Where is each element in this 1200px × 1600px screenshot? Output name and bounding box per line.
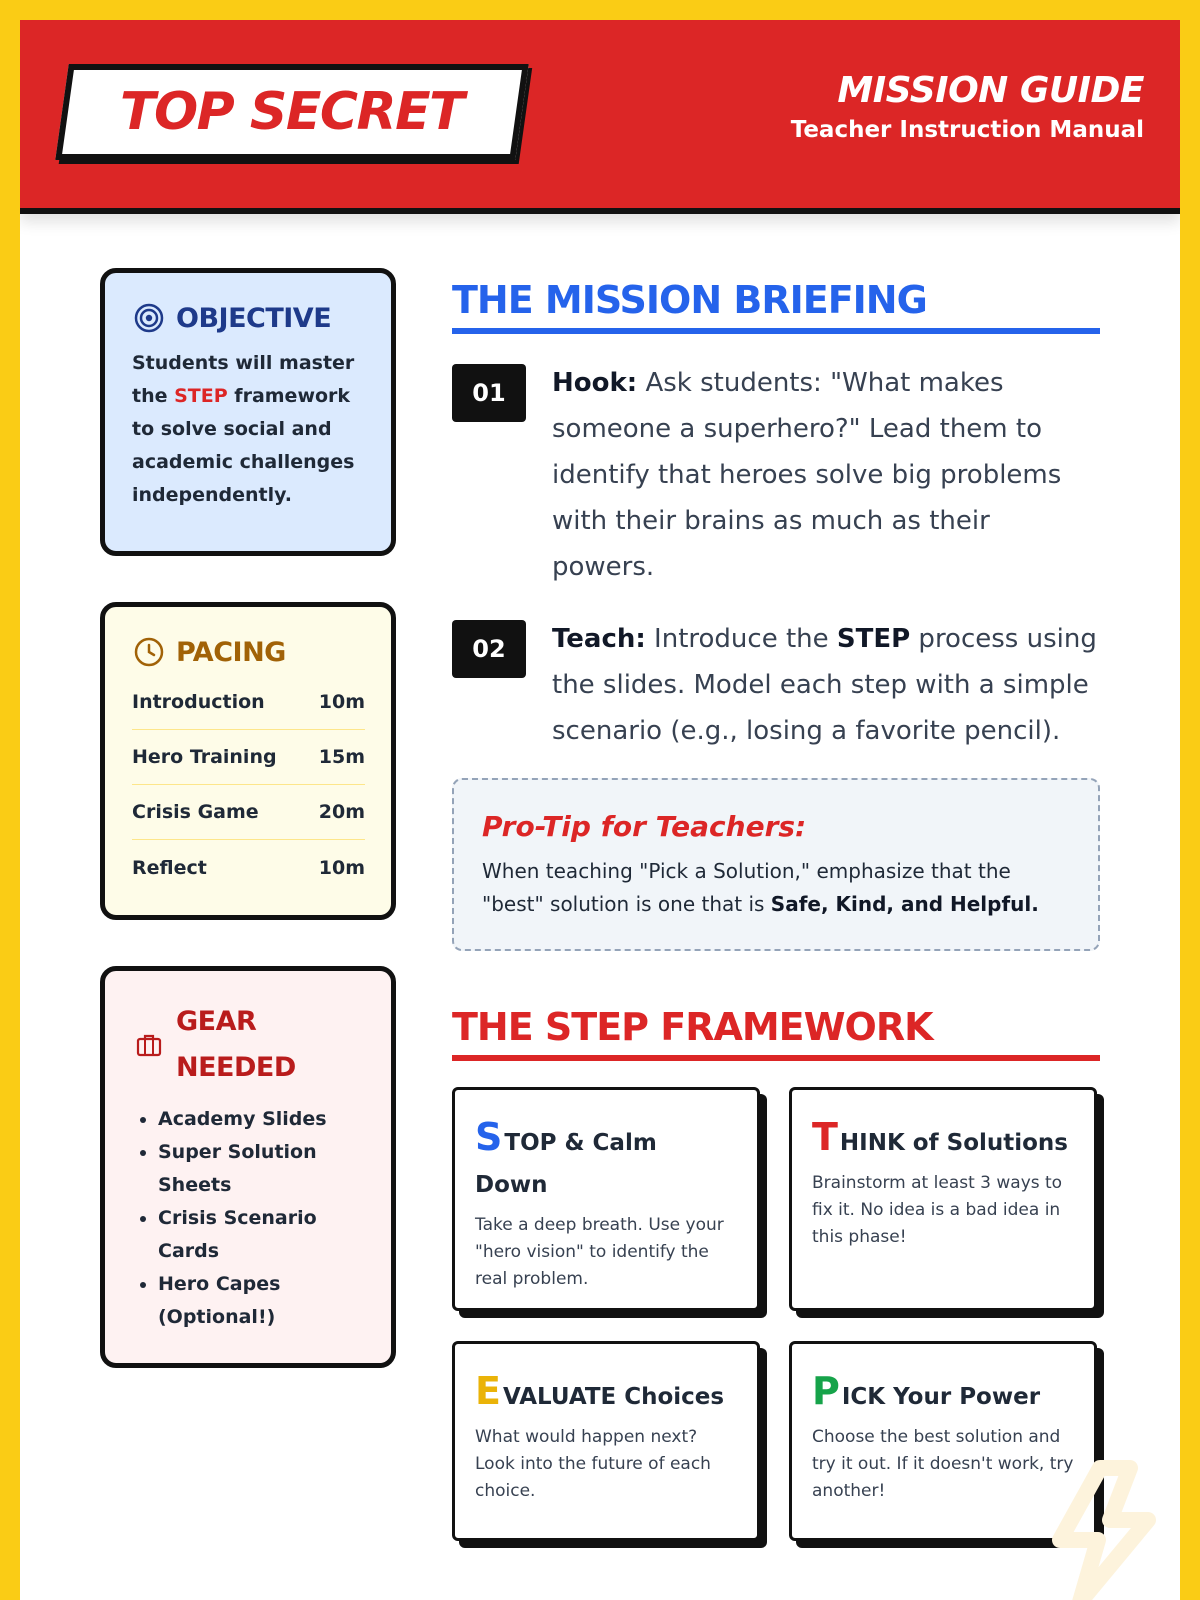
gear-item: • Crisis Scenario Cards bbox=[158, 1202, 365, 1268]
framework-heading-rest: VALUATE Choices bbox=[502, 1384, 725, 1410]
gear-header bbox=[132, 999, 365, 1091]
briefing-step bbox=[452, 616, 1100, 754]
objective-text-end: framework to solve social and academic challenges independently. bbox=[132, 385, 355, 506]
framework-heading-rest: ICK Your Power bbox=[841, 1384, 1041, 1410]
objective-text-start: Students will master the bbox=[132, 352, 355, 407]
framework-letter: P bbox=[812, 1369, 840, 1413]
gear-card bbox=[100, 966, 396, 1368]
pacing-row bbox=[132, 840, 365, 895]
objective-highlight: STEP bbox=[174, 385, 228, 407]
framework-heading-rest: TOP & Calm Down bbox=[475, 1130, 657, 1198]
target-icon bbox=[132, 301, 166, 335]
pacing-title: PACING bbox=[176, 636, 286, 668]
step-label: Hook: bbox=[552, 368, 638, 398]
step-body: Ask students: "What makes someone a superhero?" Lead them to identify that heroes solve big problems with their brains as much as their powers. bbox=[552, 368, 1062, 582]
pacing-row bbox=[132, 675, 365, 730]
page-subtitle: Teacher Instruction Manual bbox=[790, 117, 1144, 143]
framework-heading-rest: HINK of Solutions bbox=[839, 1130, 1068, 1156]
framework-card-heading bbox=[812, 1116, 1074, 1164]
pacing-time: 10m bbox=[318, 691, 365, 713]
top-secret-stamp bbox=[55, 64, 528, 160]
objective-text bbox=[132, 347, 365, 512]
pro-tip-bold: Safe, Kind, and Helpful. bbox=[770, 892, 1039, 916]
framework-card-heading bbox=[812, 1370, 1074, 1418]
gear-item: • Super Solution Sheets bbox=[158, 1136, 365, 1202]
mission-guide-page bbox=[20, 20, 1180, 1600]
framework-card-heading bbox=[475, 1116, 737, 1206]
briefcase-icon bbox=[132, 1028, 166, 1062]
pacing-time: 20m bbox=[318, 801, 365, 823]
header-banner bbox=[20, 20, 1180, 214]
framework-card-text: Brainstorm at least 3 ways to fix it. No idea is a bad idea in this phase! bbox=[812, 1173, 1063, 1247]
framework-card-text: Choose the best solution and try it out. If it doesn't work, try another! bbox=[812, 1427, 1074, 1501]
gear-item: • Academy Slides bbox=[158, 1103, 365, 1136]
framework-title: THE STEP FRAMEWORK bbox=[452, 1005, 1100, 1061]
framework-card-text: What would happen next? Look into the future of each choice. bbox=[475, 1427, 711, 1501]
pacing-row bbox=[132, 785, 365, 840]
pro-tip-title: Pro-Tip for Teachers: bbox=[482, 810, 807, 843]
stamp-text: TOP SECRET bbox=[120, 82, 464, 142]
pacing-label: Hero Training bbox=[132, 746, 277, 768]
step-body-start: Introduce the bbox=[645, 624, 837, 654]
step-number: 02 bbox=[452, 620, 526, 678]
pro-tip-box bbox=[452, 778, 1100, 951]
pacing-label: Crisis Game bbox=[132, 801, 259, 823]
framework-letter: S bbox=[475, 1115, 503, 1159]
pro-tip-body: When teaching "Pick a Solution," emphasize that the "best" solution is one that is bbox=[482, 859, 1011, 916]
gear-title: GEAR NEEDED bbox=[176, 1006, 296, 1083]
briefing-step bbox=[452, 360, 1100, 590]
objective-title: OBJECTIVE bbox=[176, 302, 332, 334]
step-bold: STEP bbox=[836, 624, 911, 654]
pacing-time: 10m bbox=[318, 856, 365, 879]
pacing-time: 15m bbox=[318, 746, 365, 768]
header-titles bbox=[791, 70, 1144, 143]
step-text bbox=[552, 616, 1100, 754]
main-column bbox=[452, 278, 1100, 1547]
pacing-row bbox=[132, 730, 365, 785]
framework-letter: E bbox=[475, 1369, 501, 1413]
gear-list bbox=[132, 1103, 365, 1334]
framework-card-stop bbox=[452, 1087, 760, 1311]
step-text bbox=[552, 360, 1100, 590]
pacing-header bbox=[132, 635, 365, 669]
step-number: 01 bbox=[452, 364, 526, 422]
page-title: MISSION GUIDE bbox=[837, 70, 1144, 111]
gear-item: • Hero Capes (Optional!) bbox=[158, 1268, 365, 1334]
clock-icon bbox=[132, 635, 166, 669]
step-label: Teach: bbox=[552, 624, 646, 654]
framework-card-evaluate bbox=[452, 1341, 760, 1541]
framework-card-heading bbox=[475, 1370, 737, 1418]
step-body-end: process using the slides. Model each step with a simple scenario (e.g., losing a favorite pencil). bbox=[552, 624, 1097, 746]
briefing-title: THE MISSION BRIEFING bbox=[452, 278, 1100, 334]
lightning-bolt-icon bbox=[1030, 1460, 1170, 1600]
pro-tip-text bbox=[482, 855, 1070, 921]
pacing-label: Reflect bbox=[132, 856, 207, 879]
pacing-label: Introduction bbox=[132, 691, 265, 713]
pacing-card bbox=[100, 602, 396, 920]
framework-letter: T bbox=[812, 1115, 838, 1159]
pacing-list bbox=[132, 675, 365, 895]
objective-card bbox=[100, 268, 396, 556]
framework-grid bbox=[452, 1087, 1100, 1547]
framework-card-text: Take a deep breath. Use your "hero vision" to identify the real problem. bbox=[475, 1215, 724, 1289]
framework-card-think bbox=[789, 1087, 1097, 1311]
objective-header bbox=[132, 301, 365, 335]
